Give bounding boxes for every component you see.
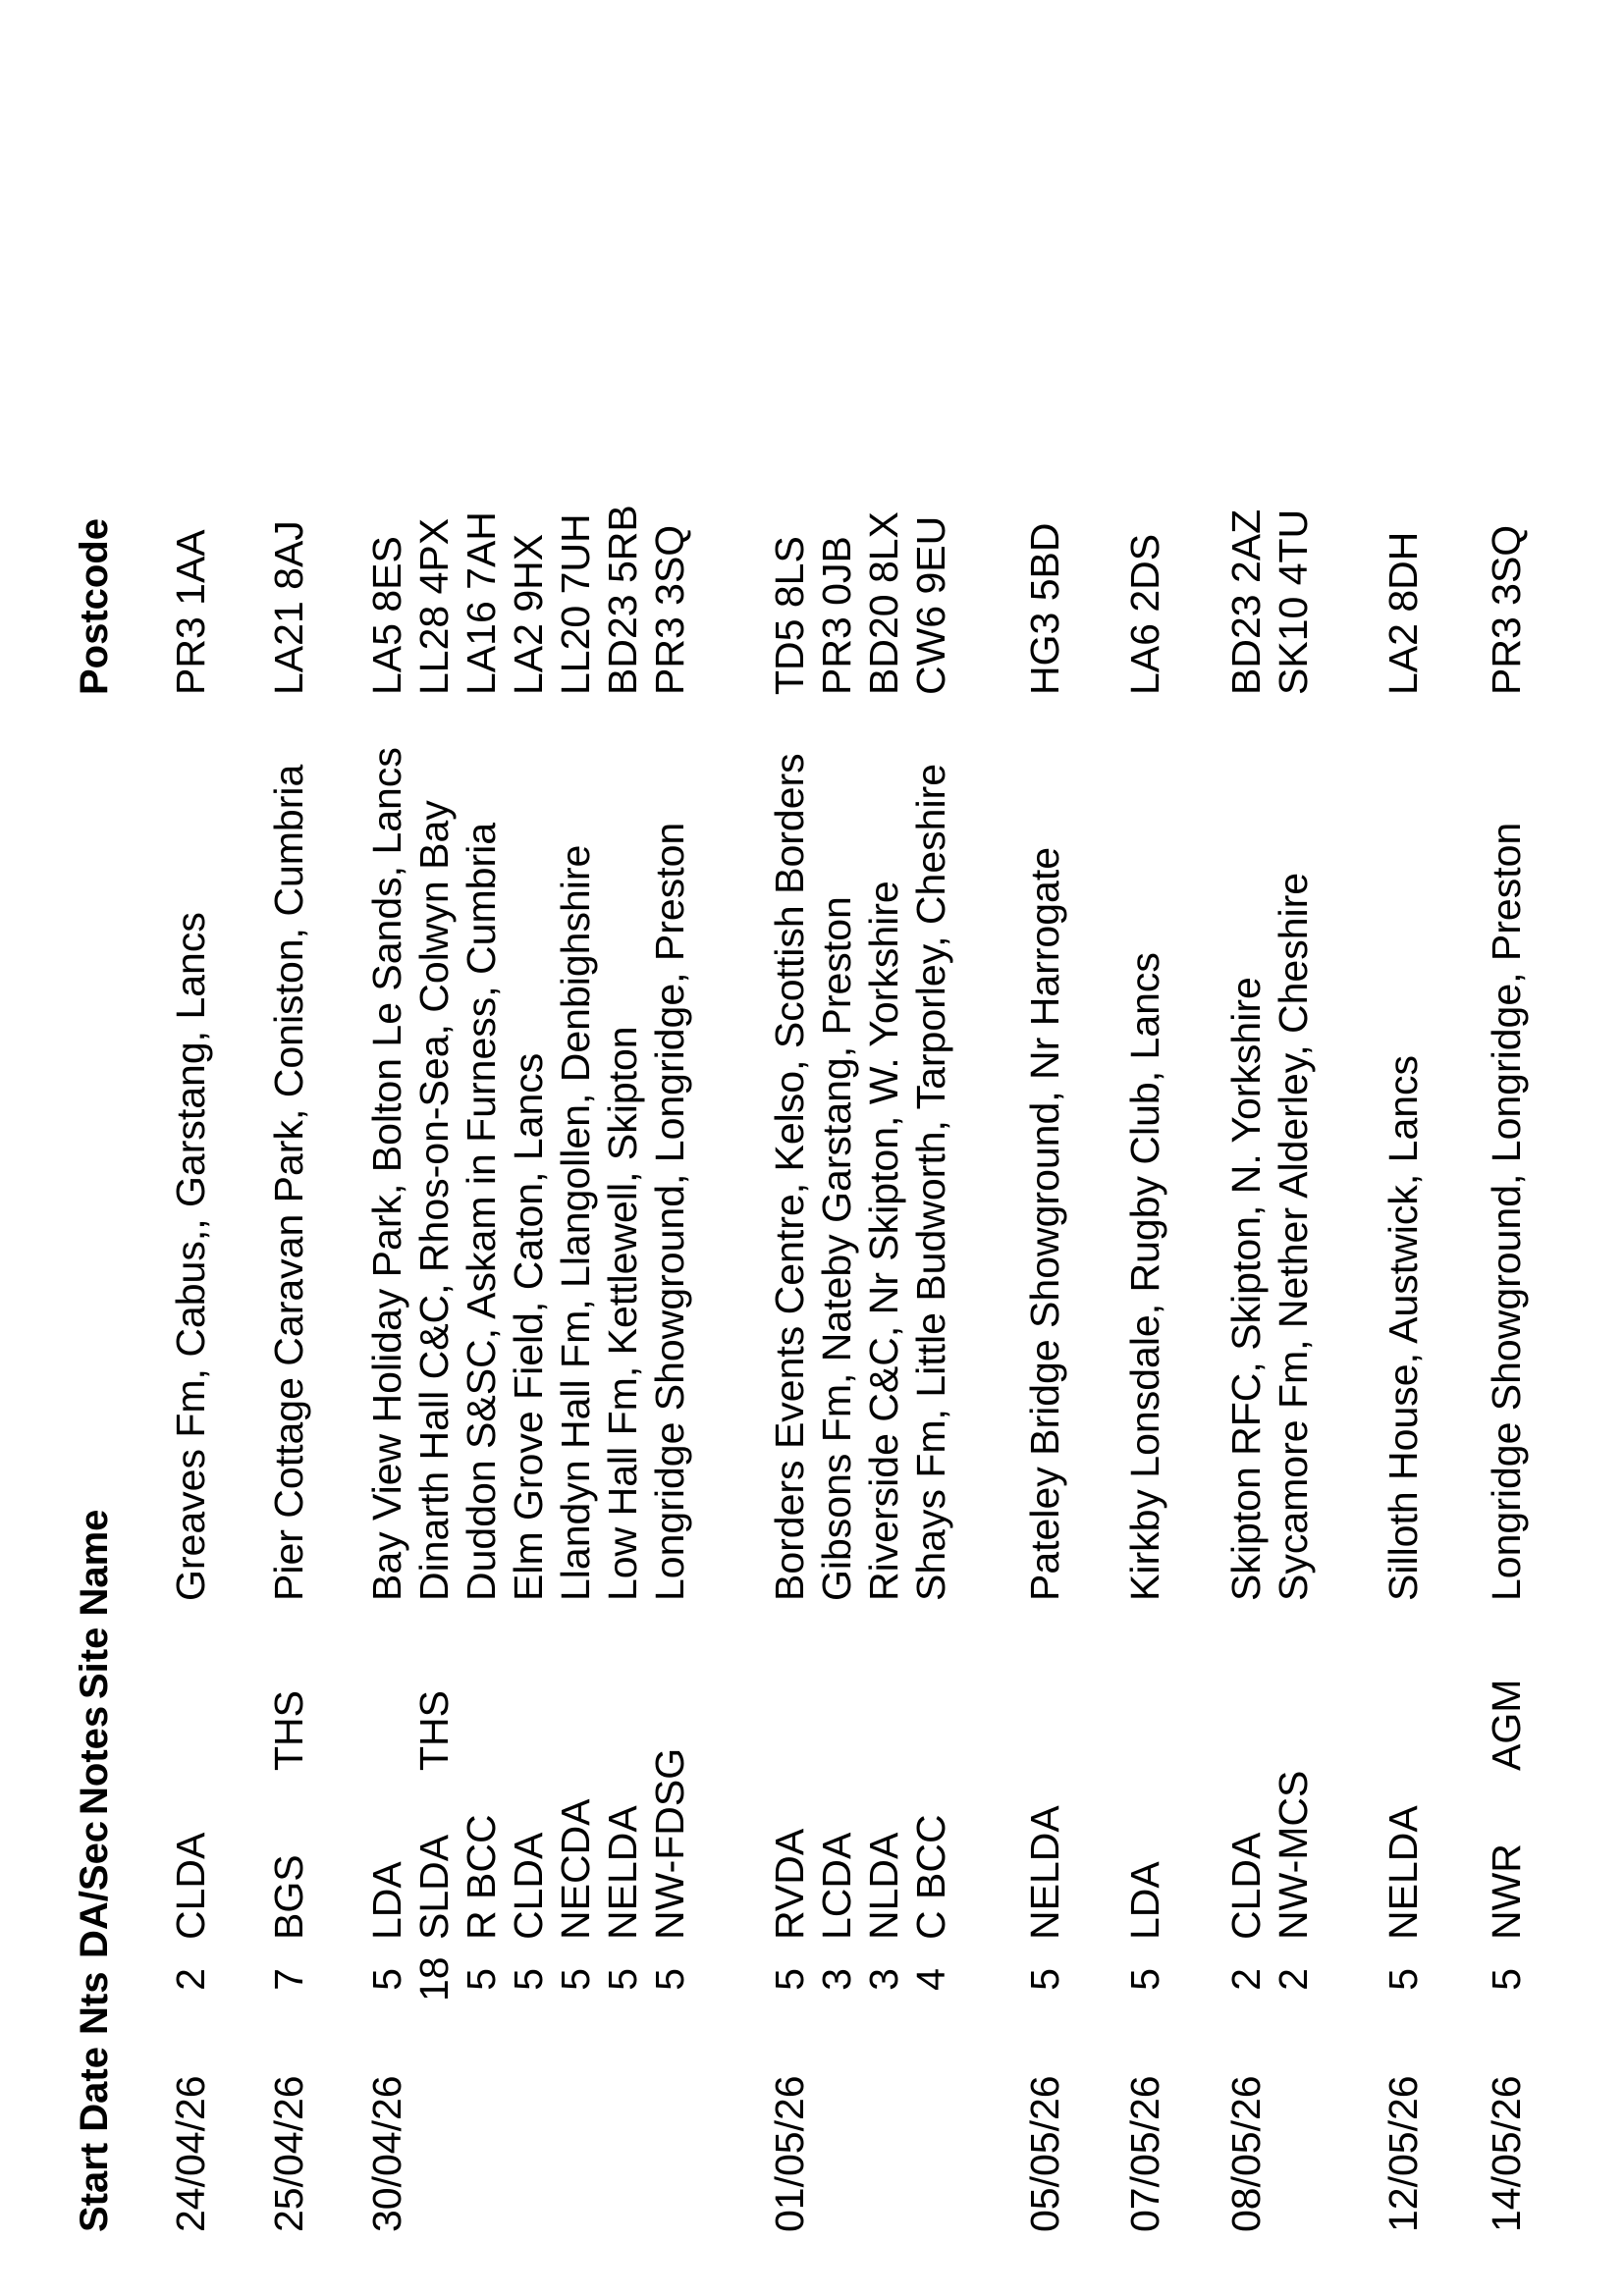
nights: 5	[767, 1968, 812, 1991]
start-date: 07/05/26	[1122, 2075, 1167, 2232]
site-name: Bay View Holiday Park, Bolton Le Sands, Lancs	[364, 747, 409, 1601]
da-sec: SLDA	[411, 1834, 457, 1940]
notes: THS	[411, 1690, 457, 1771]
postcode: LA16 7AH	[459, 511, 504, 695]
da-sec: NLDA	[861, 1832, 906, 1940]
nights: 3	[814, 1968, 859, 1991]
site-name: Shays Fm, Little Budworth, Tarporley, Cheshire	[908, 763, 953, 1601]
da-sec: NW-MCS	[1271, 1770, 1316, 1940]
da-sec: LDA	[1122, 1861, 1167, 1940]
nights: 5	[459, 1968, 504, 1991]
postcode: LA2 9HX	[506, 533, 551, 695]
start-date: 14/05/26	[1484, 2075, 1529, 2232]
postcode: LA21 8AJ	[266, 520, 311, 695]
da-sec: CLDA	[168, 1832, 213, 1940]
postcode: LA6 2DS	[1122, 533, 1167, 695]
nights: 5	[1122, 1968, 1167, 1991]
nights: 2	[168, 1968, 213, 1991]
nights: 5	[1022, 1968, 1067, 1991]
site-name: Pier Cottage Caravan Park, Coniston, Cumbria	[266, 764, 311, 1601]
start-date: 24/04/26	[168, 2075, 213, 2232]
site-name: Riverside C&C, Nr Skipton, W. Yorkshire	[861, 881, 906, 1601]
da-sec: LCDA	[814, 1832, 859, 1940]
start-date: 08/05/26	[1223, 2075, 1269, 2232]
postcode: SK10 4TU	[1271, 508, 1316, 695]
postcode: LA5 8ES	[364, 536, 409, 695]
da-sec: CLDA	[506, 1832, 551, 1940]
site-name: Skipton RFC, Skipton, N. Yorkshire	[1223, 977, 1269, 1601]
header-nts: Nts	[73, 1971, 116, 2035]
postcode: HG3 5BD	[1022, 522, 1067, 695]
postcode: BD20 8LX	[861, 511, 906, 695]
nights: 5	[600, 1968, 645, 1991]
site-name: Sycamore Fm, Nether Alderley, Cheshire	[1271, 872, 1316, 1601]
site-name: Greaves Fm, Cabus,, Garstang, Lancs	[168, 912, 213, 1601]
notes: AGM	[1484, 1679, 1529, 1771]
header-postcode: Postcode	[73, 517, 116, 695]
site-name: Duddon S&SC, Askam in Furness, Cumbria	[459, 823, 504, 1601]
da-sec: R BCC	[459, 1814, 504, 1940]
nights: 18	[411, 1956, 457, 2002]
nights: 4	[908, 1968, 953, 1991]
nights: 5	[647, 1968, 692, 1991]
nights: 5	[1484, 1968, 1529, 1991]
header-notes: Notes	[73, 1705, 116, 1815]
nights: 5	[553, 1968, 598, 1991]
postcode: PR3 0JB	[814, 536, 859, 695]
start-date: 05/05/26	[1022, 2075, 1067, 2232]
da-sec: NWR	[1484, 1843, 1529, 1940]
postcode: LL28 4PX	[411, 517, 457, 695]
start-date: 25/04/26	[266, 2075, 311, 2232]
da-sec: LDA	[364, 1861, 409, 1940]
postcode: LA2 8DH	[1380, 531, 1426, 695]
start-date: 12/05/26	[1380, 2075, 1426, 2232]
da-sec: NW-FDSG	[647, 1747, 692, 1940]
postcode: PR3 1AA	[168, 529, 213, 695]
site-name: Pateley Bridge Showground, Nr Harrogate	[1022, 846, 1067, 1601]
postcode: PR3 3SQ	[1484, 524, 1529, 695]
site-name: Gibsons Fm, Nateby Garstang, Preston	[814, 896, 859, 1601]
notes: THS	[266, 1690, 311, 1771]
site-name: Silloth House, Austwick, Lancs	[1380, 1054, 1426, 1601]
postcode: PR3 3SQ	[647, 524, 692, 695]
da-sec: RVDA	[767, 1828, 812, 1940]
header-da-sec: DA/Sec	[73, 1820, 116, 1958]
site-name: Llandyn Hall Fm, Llangollen, Denbighshire	[553, 844, 598, 1601]
da-sec: CLDA	[1223, 1832, 1269, 1940]
postcode: LL20 7UH	[553, 513, 598, 695]
site-name: Borders Events Centre, Kelso, Scottish Borders	[767, 753, 812, 1601]
da-sec: C BCC	[908, 1814, 953, 1940]
nights: 5	[1380, 1968, 1426, 1991]
start-date: 30/04/26	[364, 2075, 409, 2232]
da-sec: NELDA	[1022, 1805, 1067, 1940]
nights: 2	[1271, 1968, 1316, 1991]
da-sec: NELDA	[1380, 1805, 1426, 1940]
header-start-date: Start Date	[73, 2047, 116, 2232]
site-name: Kirkby Lonsdale, Rugby Club, Lancs	[1122, 952, 1167, 1601]
da-sec: NECDA	[553, 1798, 598, 1940]
site-name: Dinarth Hall C&C, Rhos-on-Sea, Colwyn Bay	[411, 800, 457, 1601]
header-site-name: Site Name	[73, 1509, 116, 1699]
postcode: CW6 9EU	[908, 515, 953, 695]
site-name: Elm Grove Field, Caton, Lancs	[506, 1052, 551, 1601]
nights: 3	[861, 1968, 906, 1991]
site-name: Low Hall Fm, Kettlewell, Skipton	[600, 1026, 645, 1601]
nights: 7	[266, 1968, 311, 1991]
da-sec: NELDA	[600, 1805, 645, 1940]
nights: 5	[506, 1968, 551, 1991]
site-name: Longridge Showground, Longridge, Preston	[647, 822, 692, 1601]
postcode: BD23 2AZ	[1223, 508, 1269, 695]
postcode: TD5 8LS	[767, 536, 812, 695]
postcode: BD23 5RB	[600, 505, 645, 695]
site-name: Longridge Showground, Longridge, Preston	[1484, 822, 1529, 1601]
nights: 5	[364, 1968, 409, 1991]
da-sec: BGS	[266, 1854, 311, 1940]
start-date: 01/05/26	[767, 2075, 812, 2232]
nights: 2	[1223, 1968, 1269, 1991]
